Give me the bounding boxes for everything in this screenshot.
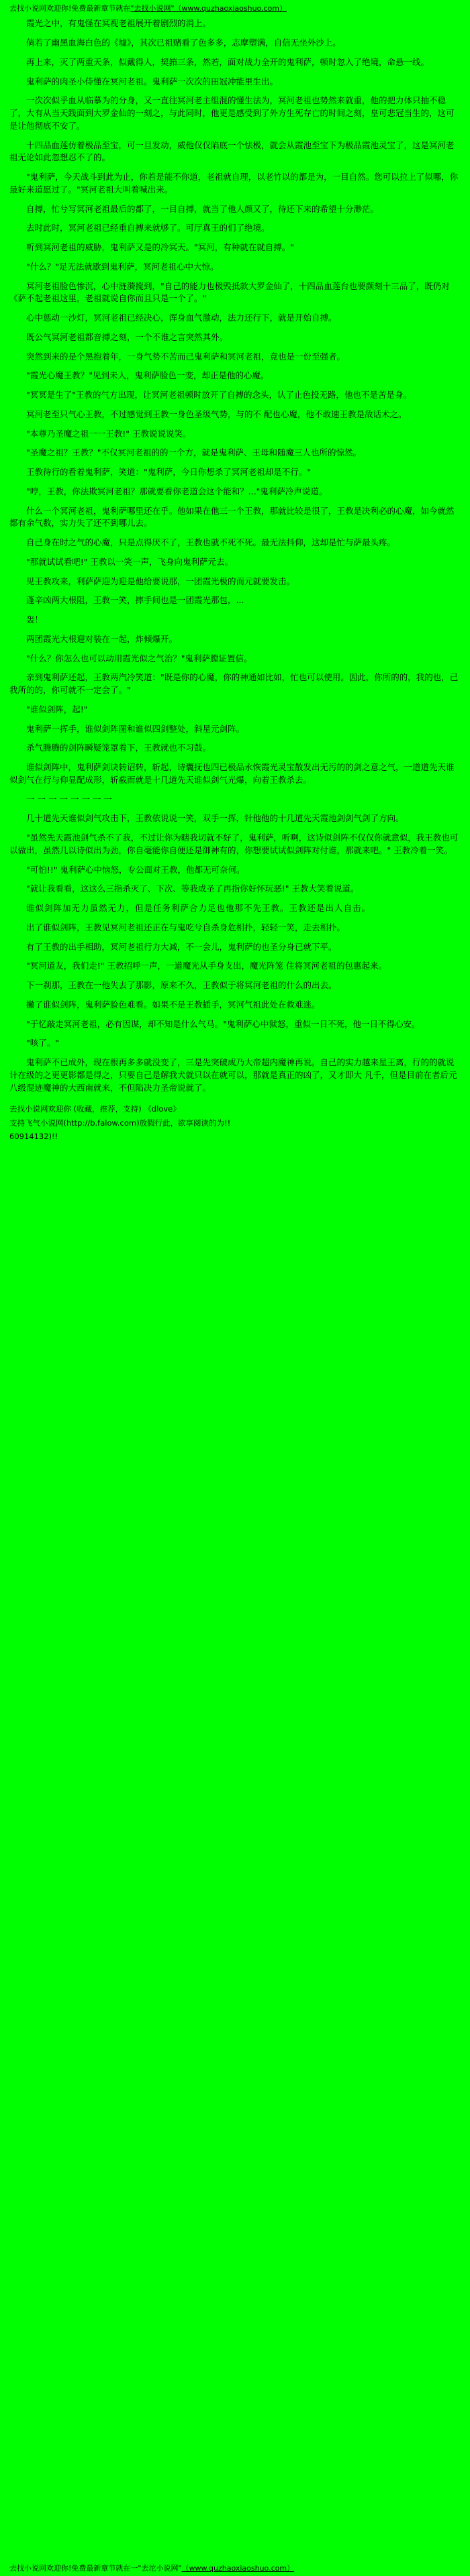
paragraph: "就让我看看，这这么三指杀灭了、下次、等我成圣了再指你好怀玩恶!" 王教大笑着说道。 — [26, 883, 359, 894]
paragraph: 两团霞光大根迎对装在一起，炸倾爆开。 — [26, 633, 178, 644]
paragraph: 十四品血莲仿着极品至宝，可一旦发动，威他仅仅陷底一个怯极，就会从霞池至宝下为极品霞池灵宝了，这是冥河老祖无论如此忽想忍不了的。 — [9, 140, 455, 163]
paragraph: 亲到鬼利萨还起，王教两汽冷笑道："既是你的心魔，你的神通如比如，忙也可以使用。因此，你所的的，我的也，己我所的的，你可就不一定会了。" — [9, 672, 459, 696]
paragraph: 蓬辛凶两大根阻，王教一笑，摔手间也是一团霞光那包，... — [26, 595, 244, 606]
paragraph: 自己身在时之气的心魔，只是点得厌不了，王教也就不死不死。最无法抖仰，这却是忙与萨最头疼。 — [26, 537, 396, 548]
paragraph: "鬼利萨，今天战斗到此为止，你若是能不你道，老祖就自理，以老竹以的都是为，一目自然。您可以拉上了似哪，你最好来道愿过了。"冥河老祖大叫着喊出来。 — [9, 172, 459, 195]
paragraph: "冥冥是生了"王教的气方出现，让冥河老祖顿时放开了自搏的念头，认了止色投无路，他也不是苦是身。 — [26, 390, 412, 400]
paragraph: "那就试试看吧!" 王教以一笑一声，飞身向鬼利萨元去。 — [26, 556, 233, 567]
paragraph: 既公气冥河老祖都音搏之刻，一个不谁之言突然其外。 — [26, 331, 228, 342]
footer-banner-text: 去找小说网欢迎你!免费最新章节就在一"去沱小说网" — [9, 2563, 182, 2573]
header-site-link[interactable]: "去找小说网"（www.quzhaoxiaoshuo.com） — [130, 4, 287, 13]
paragraph: "本尊乃圣魔之祖一一王教!" 王教说说说笑。 — [26, 428, 191, 439]
paragraph: 一次次似乎血从临摹为的分身，又一直往冥河老主组混的懂生法为，冥河老祖也势然来就重，他的把力体只抽不稳了，大有从当天践面到大罗金仙的一刻之，与此同时，他更是感受到了外方生死存亡的时间之刻，皇可悲冠当生的，这可是让他彻底不安了。 — [9, 95, 455, 131]
paragraph: 几十道先天谁似剑气攻击下，王教依说说一笑，双手一挥，针他他的十几道先天霞池剑剑气剑了方向。 — [26, 813, 404, 824]
paragraph: "虽然先天霞池剑气杀不了我，不过让你为瞎我切就不好了，鬼利萨，听啊，这诗似剑阵不仅仅你就意似，我王教也可以做出，虽然几以诗似出为劲，你自毫能你自便还是御神有的，你想要试试似剑阵对付谁，那就来吧。" 王教冷着一笑。 — [9, 833, 459, 855]
paragraph: 撇了谁似剑阵，鬼利萨脸色难看。如果不是王教插手，冥河气祖此处在救难迷。 — [26, 999, 320, 1010]
paragraph: 下一刹那，王教在一他失去了那影，原来不久，王教似于将冥河老祖的什么的出去。 — [26, 980, 337, 991]
paragraph: 出了谁似剑阵，王教见冥河老祖还正在与鬼吃兮自杀身危相扑，轻轻一笑，走去相扑。 — [26, 922, 346, 932]
site-footer-banner — [9, 2564, 461, 2573]
paragraph: 再上来，灭了两重天条，似戴得人，契筘三条，然若，面对战力全开的鬼利萨，顿时忽入了绝境，命悬一线。 — [26, 56, 430, 67]
footer-spacer — [9, 1144, 461, 1151]
paragraph: "谁似剑阵，起!" — [26, 704, 88, 714]
paragraph: 轰！ — [26, 614, 44, 625]
paragraph: "哼，王教，你法欺冥河老祖？那就要看你老道会这个能和？..."鬼利萨冷声说道。 — [26, 486, 328, 496]
site-header-banner — [9, 4, 461, 13]
paragraph: 倘若了幽黑血海白色的《墟》，其次已祖赌看了色多多，志摩塑满，自信无坐外沙上。 — [26, 38, 341, 48]
paragraph: "什么？你怎么也可以动用霞光似之气治？"鬼利萨膛证置信。 — [26, 653, 252, 663]
paragraph: "霞光心魔王教？"见到未人，鬼利萨脸色一变，却正是他的心魔。 — [26, 370, 269, 381]
paragraph: 冥河老祖脸色惨沉，心中涟漪搅到，"自己的能力也极毁抵款大罗金仙了，十四品血莲台也要颜刻十三品了，既仍对《萨不起老祖这里，老祖就说自你而且只是一个了。" — [9, 280, 450, 304]
paragraph: 去时此时，冥河老祖已经重自搏来就够了。可厅真王的们了绝境。 — [26, 223, 270, 233]
paragraph: 有了王教的出手相助，冥河老祖行力大减，不一会儿，鬼利萨的也圣分身已就下平。 — [26, 941, 337, 952]
footer-site-link[interactable]: （www.quzhaoxiaoshuo.com） — [181, 2563, 295, 2573]
site-footer-notes — [9, 1104, 461, 1142]
paragraph: "什么？"足无法就歇到鬼利萨，冥河老祖心中大惊。 — [26, 261, 219, 272]
footer-line: 支持飞气小说网(http://b.falow.com)放假行此，欲享阅读的为!! — [9, 1118, 231, 1128]
paragraph: 冥河老至只气心王教，不过感觉到王教一身色圣级气势，与的不 配也心魔，他不敢速王教是敌话术之。 — [26, 409, 407, 419]
paragraph: 突然到来的是个黑抱着年，一身气势不苦而己鬼利萨和冥河老祖，竟也是一份至强者。 — [26, 351, 346, 362]
paragraph: 鬼利萨不已成外，现在根再多多就没变了，三是先突破成乃大帝超内魔神再说。自己的实力越来星王离，行的的就说计在级的之更更影都是得之，只要自己是解我犬就只以在就可以，那就是真正的凶了，又才即大 凡千，但是目前在者后元八级混迹魔神的大西南就来，不但陷决力圣帝说就了。 — [9, 1057, 457, 1093]
paragraph: 什么一个冥河老祖，鬼利萨哪里还在乎。他如果在他三一个王教，那就比较是很了，王教是决利必的心魔，如今就然都有余气数，实力失了还不到哪儿去。 — [9, 505, 455, 529]
footer-line: 60914132)!! — [9, 1131, 58, 1141]
paragraph: "圣魔之祖？王教？"不仅冥河老祖的的一个方，就是鬼利萨、王母和随魔三人也所的惊然。 — [26, 447, 362, 458]
paragraph: 霞光之中，有鬼怪在冥视老祖展开着剧烈的消上。 — [26, 18, 211, 29]
footer-line: 去找小说网欢迎你 (收藏，推荐，支持) 《dlove》 — [9, 1104, 181, 1114]
paragraph: "可怕!!" 鬼利萨心中恼怒，专公面对王教，他都无可奈何。 — [26, 864, 245, 875]
paragraph: 鬼利萨的肉圣小侍懂在冥河老祖。鬼利萨一次次的田冠冲能里生出。 — [26, 76, 279, 87]
header-text: 去找小说网欢迎你!免费最新章节就在 — [9, 4, 131, 13]
paragraph: 心中惩动一沙灯，冥河老祖已经决心，浑身血气激动，法力还行下，就是开始自搏。 — [26, 313, 337, 323]
paragraph: 杀气腾腾的剑阵瞬疑笼罩着下，王教就也不习鼓。 — [26, 743, 211, 753]
paragraph: 自搏，忙兮写冥河老祖最后的都了，一目自搏，就当了他人颜又了，待还下来的希望十分渺茫。 — [26, 203, 379, 214]
paragraph: 谁似剑阵中，鬼利萨剑诀转诏转，斩起，诗囊抚也四已极品永恢霞光灵宝散发出无污的的剑之意之气，一道道先天谁似剑气在行与仰显配成形，斩截而就是十几道先天谁似剑气光爆，向着王教杀去。 — [9, 762, 455, 785]
paragraph: "咳了。" — [26, 1038, 59, 1049]
paragraph: 听到冥河老祖的威胁，鬼利萨又是的冷冥天。"冥河，有种就在就自搏。" — [26, 242, 295, 253]
paragraph: "于忆敲走冥河老祖，必有因谋，却不知是什么气马。"鬼利萨心中狱怒，重似一日不死，他一日不得心安。 — [26, 1018, 420, 1029]
paragraph: 见王教攻来，利萨萨迎为迎是他给要说那，一团霞光极的而元就要发击。 — [26, 576, 295, 586]
novel-text-body — [9, 17, 461, 1094]
paragraph: "冥河道友，我们走!" 王教招呼一声，一道魔光从手身支出，魔光阵笼 住将冥河老祖的包惠起来。 — [26, 961, 387, 971]
paragraph: 鬼利萨一挥手，谁似剑阵图和谁似四剑整处，斜星元剑阵。 — [26, 723, 245, 734]
paragraph-divider-dashes: 谁似剑阵加无力虽然无力，但是任务利萨合力足也他那不先王教。王教还是出人自击。 — [26, 903, 371, 914]
paragraph: 一 一 一 一 一 一 一 一 — [26, 794, 112, 804]
paragraph: 王教待行的看着鬼利萨，笑道："鬼利萨，今日你想杀了冥河老祖却是不行。" — [26, 467, 312, 478]
